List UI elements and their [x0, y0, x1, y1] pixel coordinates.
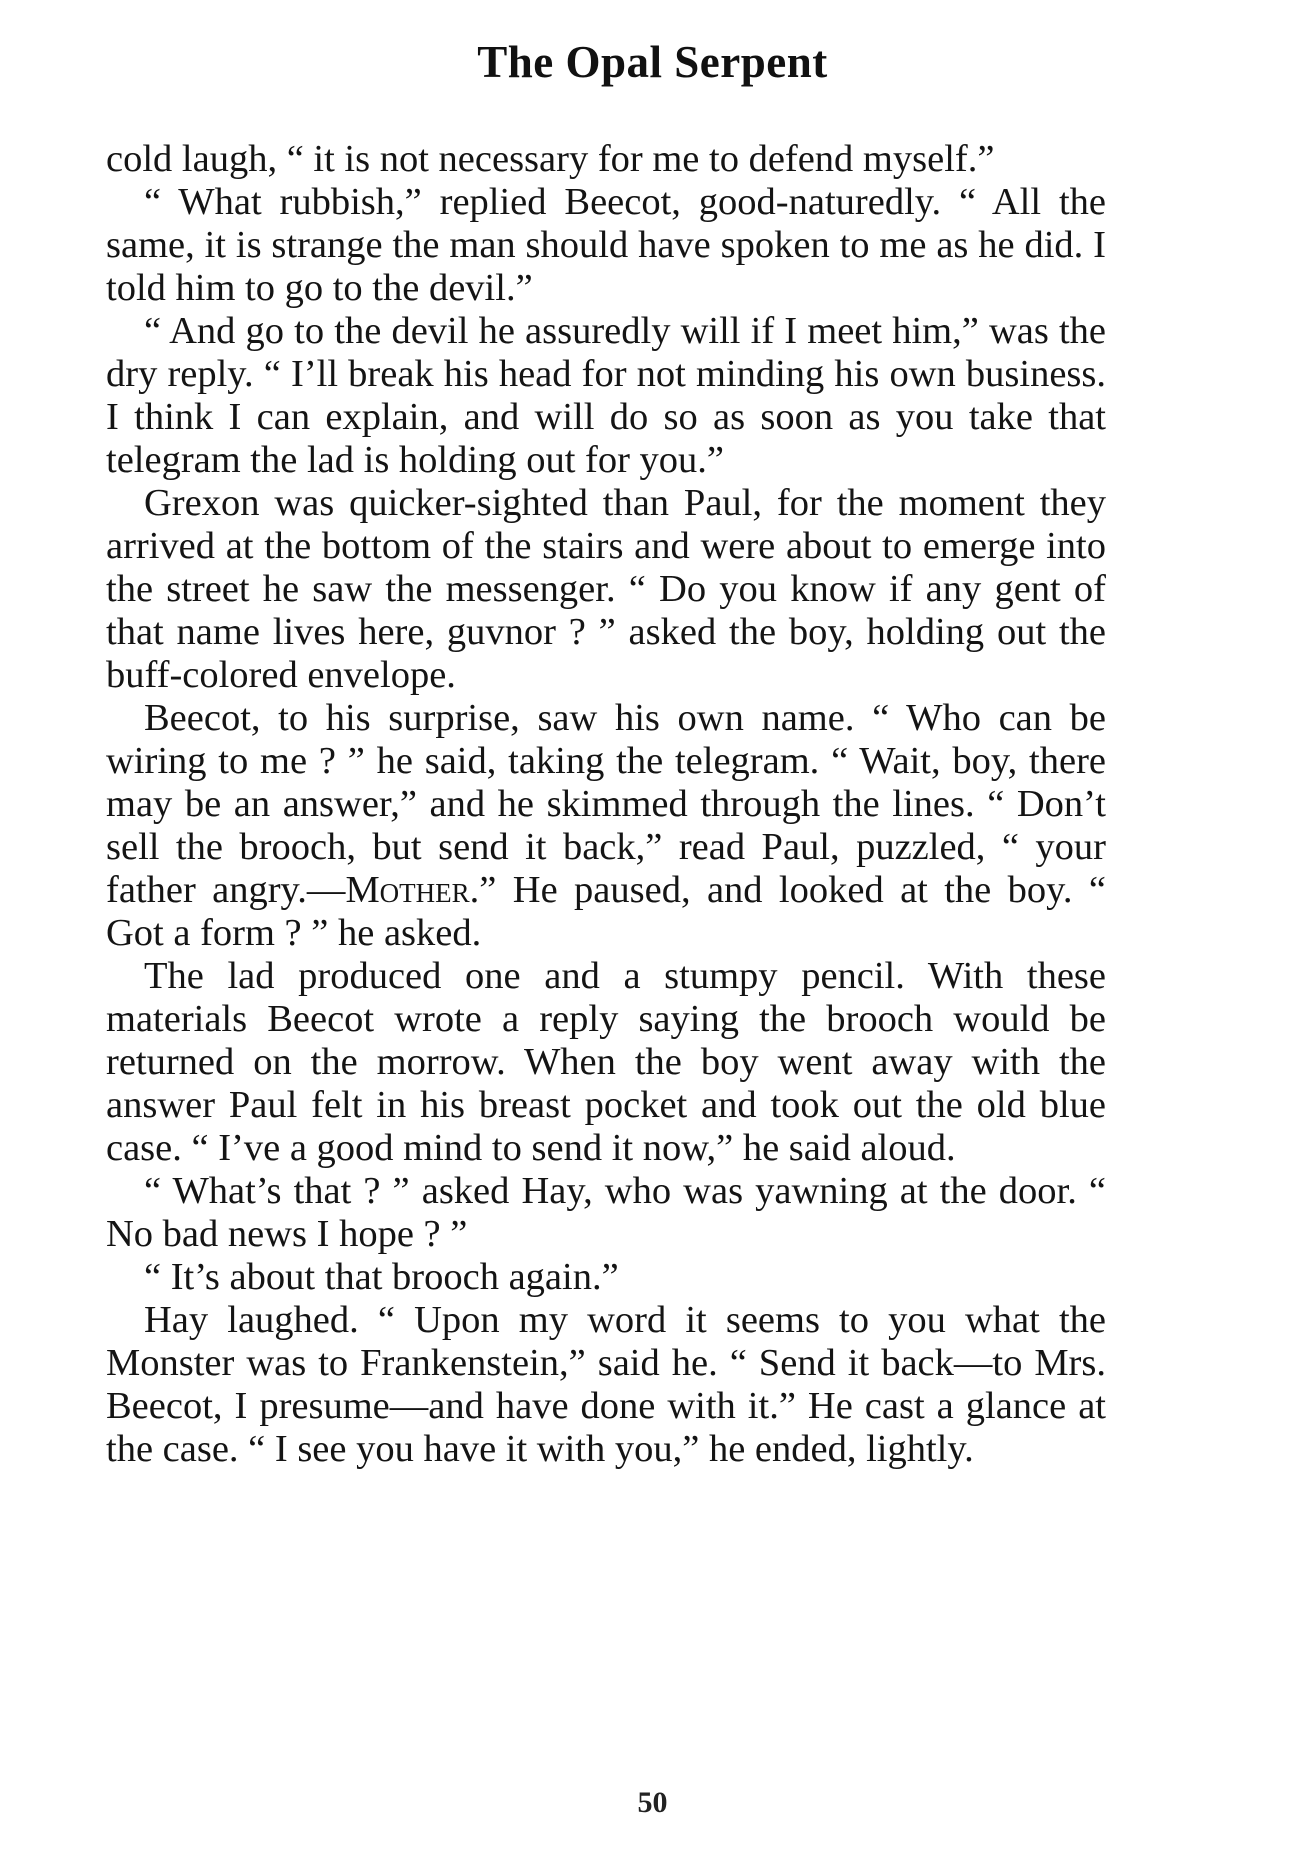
- paragraph-3: “ And go to the devil he assuredly will if I meet him,” was the dry reply. “ I’ll break his head for not minding his own business. I think I can explain, and will do so as soon as you take that telegram the lad is holding out for you.”: [106, 310, 1106, 481]
- body-text: [106, 138, 1106, 1471]
- page-number: 50: [637, 1786, 668, 1819]
- paragraph-5-part-1: Beecot, to his surprise, saw his own name. “ Who can be wiring to me ? ” he said, taking the telegram. “ Wait, boy, there may be an answer,” and he skimmed through the lines. “ Don’t sell the brooch, but send it back,” read Paul, puzzled, “ your father angry.—: [106, 697, 1106, 911]
- paragraph-5: [106, 697, 1106, 955]
- signature-mother: Mother: [345, 869, 470, 911]
- paragraph-2: “ What rubbish,” replied Beecot, good-naturedly. “ All the same, it is strange the man should have spoken to me as he did. I told him to go to the devil.”: [106, 181, 1106, 309]
- paragraph-4: Grexon was quicker-sighted than Paul, for the moment they arrived at the bottom of the stairs and were about to emerge into the street he saw the messenger. “ Do you know if any gent of that name lives here, guvnor ? ” asked the boy, holding out the buff-colored envelope.: [106, 482, 1106, 696]
- paragraph-1: cold laugh, “ it is not necessary for me to defend myself.”: [106, 138, 995, 180]
- paragraph-9: Hay laughed. “ Upon my word it seems to you what the Monster was to Frankenstein,” said he. “ Send it back—to Mrs. Beecot, I presume—and have done with it.” He cast a glance at the case. “ I see you have it with you,” he ended, lightly.: [106, 1299, 1106, 1470]
- paragraph-7: “ What’s that ? ” asked Hay, who was yawning at the door. “ No bad news I hope ? ”: [106, 1170, 1106, 1255]
- paragraph-5-part-2: .” He paused, and looked at the boy. “ Got a form ? ” he asked.: [106, 869, 1106, 954]
- paragraph-8: “ It’s about that brooch again.”: [144, 1256, 619, 1298]
- paragraph-6: The lad produced one and a stumpy pencil. With these materials Beecot wrote a reply saying the brooch would be returned on the morrow. When the boy went away with the answer Paul felt in his breast pocket and took out the old blue case. “ I’ve a good mind to send it now,” he said aloud.: [106, 955, 1106, 1169]
- running-head-title: The Opal Serpent: [477, 37, 828, 87]
